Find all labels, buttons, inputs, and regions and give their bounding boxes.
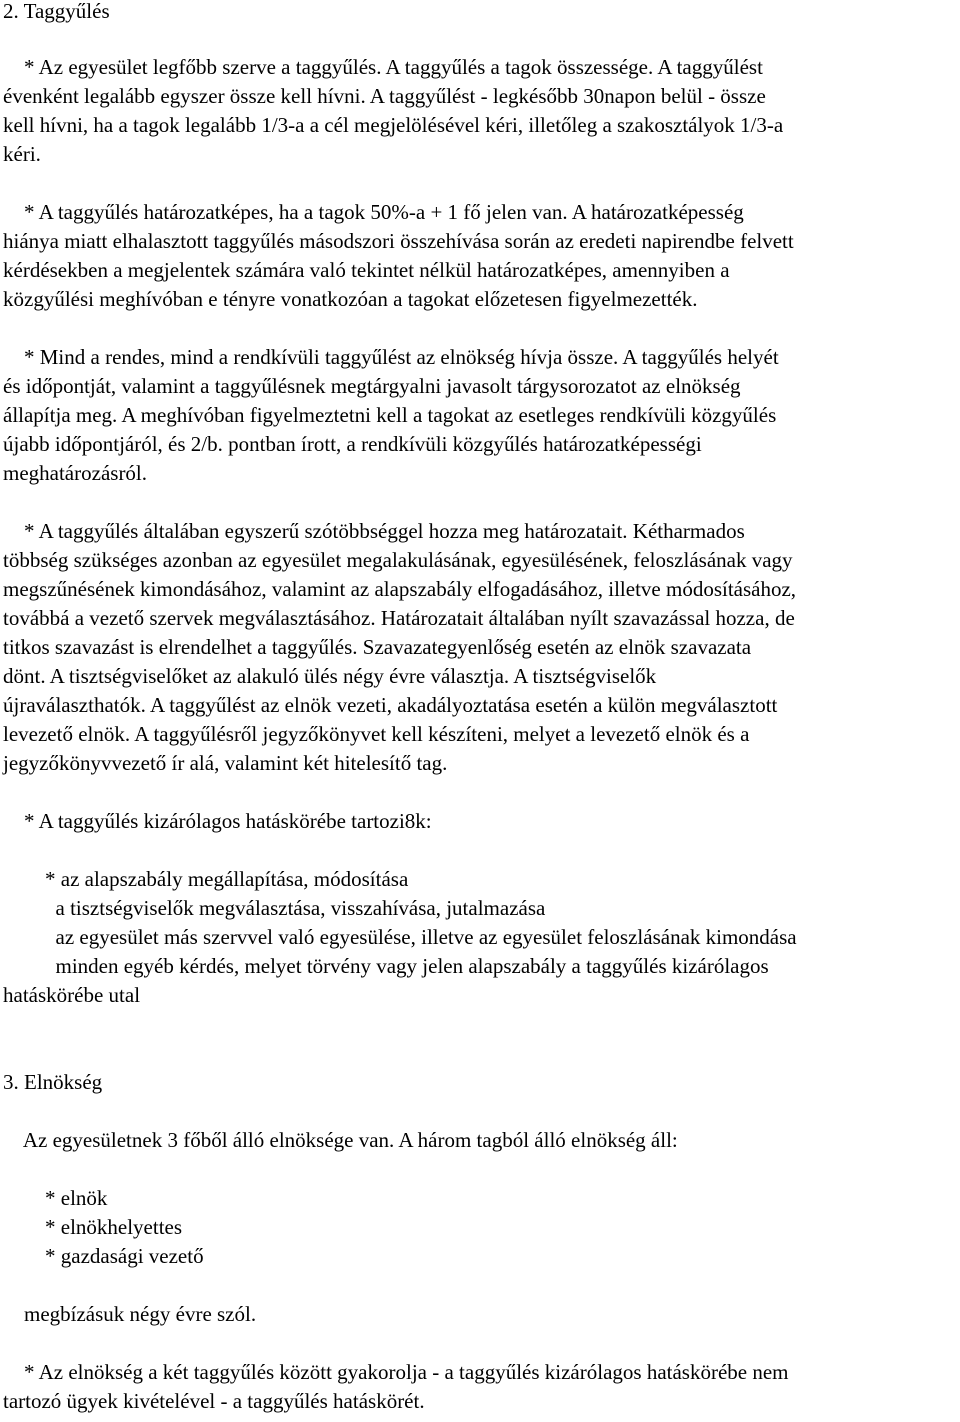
paragraph-line: tartozó ügyek kivételével - a taggyűlés hatáskörét.: [3, 1389, 425, 1413]
paragraph-line: meghatározásról.: [3, 461, 148, 485]
paragraph-line: * Az egyesület legfőbb szerve a taggyűlés. A taggyűlés a tagok összessége. A taggyűlést: [3, 55, 763, 79]
paragraph-line: továbbá a vezető szervek megválasztásához. Határozatait általában nyílt szavazással hozza, de: [3, 606, 795, 630]
paragraph-line: és időpontját, valamint a taggyűlésnek megtárgyalni javasolt tárgysorozatot az elnökség: [3, 374, 741, 398]
paragraph-line: újraválaszthatók. A taggyűlést az elnök vezeti, akadályoztatása esetén a külön megválasztott: [3, 693, 778, 717]
paragraph-line: * Mind a rendes, mind a rendkívüli taggyűlést az elnökség hívja össze. A taggyűlés helyét: [3, 345, 779, 369]
list-item: a tisztségviselők megválasztása, visszahívása, jutalmazása: [3, 896, 546, 920]
paragraph-line: titkos szavazást is elrendelhet a taggyűlés. Szavazategyenlőség esetén az elnök szavazata: [3, 635, 752, 659]
paragraph-line: évenként legalább egyszer össze kell hívni. A taggyűlést - legkésőbb 30napon belül - össze: [3, 84, 766, 108]
paragraph-line: Az egyesületnek 3 főből álló elnöksége van. A három tagból álló elnökség áll:: [3, 1128, 678, 1152]
paragraph-line: újabb időpontjáról, és 2/b. pontban írott, a rendkívüli közgyűlés határozatképességi: [3, 432, 702, 456]
paragraph-line: megbízásuk négy évre szól.: [3, 1302, 257, 1326]
paragraph-line: többség szükséges azonban az egyesület megalakulásának, egyesülésének, feloszlásának vagy: [3, 548, 793, 572]
list-item: * gazdasági vezető: [3, 1244, 204, 1268]
section-heading-taggyules: 2. Taggyűlés: [3, 0, 110, 23]
paragraph-line: megszűnésének kimondásához, valamint az alapszabály elfogadásához, illetve módosításához,: [3, 577, 797, 601]
paragraph-line: hiánya miatt elhalasztott taggyűlés másodszori összehívása során az eredeti napirendbe felvett: [3, 229, 794, 253]
paragraph-line: közgyűlési meghívóban e tényre vonatkozóan a tagokat előzetesen figyelmezették.: [3, 287, 698, 311]
list-item: * elnökhelyettes: [3, 1215, 183, 1239]
paragraph-line: levezető elnök. A taggyűlésről jegyzőkönyvet kell készíteni, melyet a levezető elnök és a: [3, 722, 750, 746]
paragraph-line: * A taggyűlés általában egyszerű szótöbbséggel hozza meg határozatait. Kétharmados: [3, 519, 745, 543]
paragraph-line: * A taggyűlés határozatképes, ha a tagok 50%-a + 1 fő jelen van. A határozatképesség: [3, 200, 744, 224]
list-item: minden egyéb kérdés, melyet törvény vagy jelen alapszabály a taggyűlés kizárólagos: [3, 954, 769, 978]
list-item: hatáskörébe utal: [3, 983, 141, 1007]
section-heading-elnokseg: 3. Elnökség: [3, 1070, 103, 1094]
paragraph-line: kell hívni, ha a tagok legalább 1/3-a a cél megjelölésével kéri, illetőleg a szakosztályok 1/3-a: [3, 113, 784, 137]
paragraph-line: * Az elnökség a két taggyűlés között gyakorolja - a taggyűlés kizárólagos hatáskörébe nem: [3, 1360, 789, 1384]
list-item: * elnök: [3, 1186, 108, 1210]
list-item: az egyesület más szervvel való egyesülése, illetve az egyesület feloszlásának kimondása: [3, 925, 797, 949]
paragraph-line: állapítja meg. A meghívóban figyelmeztetni kell a tagokat az esetleges rendkívüli közgyűlés: [3, 403, 777, 427]
paragraph-line: kérdésekben a megjelentek számára való tekintet nélkül határozatképes, amennyiben a: [3, 258, 730, 282]
paragraph-line: jegyzőkönyvvezető ír alá, valamint két hitelesítő tag.: [3, 751, 448, 775]
paragraph-line: dönt. A tisztségviselőket az alakuló ülés négy évre választja. A tisztségviselők: [3, 664, 657, 688]
list-item: * az alapszabály megállapítása, módosítása: [3, 867, 409, 891]
paragraph-line: * A taggyűlés kizárólagos hatáskörébe tartozi8k:: [3, 809, 432, 833]
paragraph-line: kéri.: [3, 142, 41, 166]
